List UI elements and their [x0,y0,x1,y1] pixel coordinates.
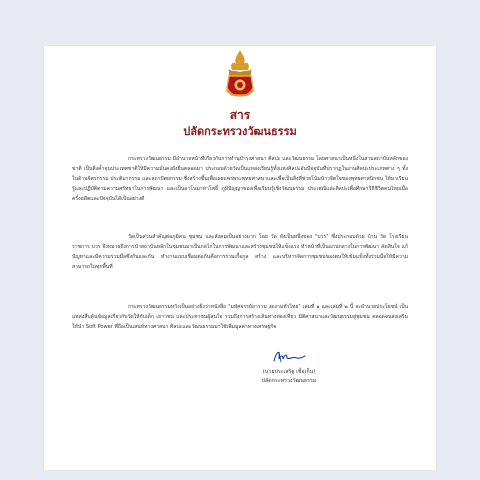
signature-block [234,346,344,386]
handwritten-signature-icon [271,346,307,366]
signatory-name: (นายประเสริฐ เชื่อเก็น) [262,369,316,375]
ministry-of-culture-emblem-icon [220,48,260,98]
document-page [44,46,436,470]
message-paragraph-2: วัดเป็นส่วนสำคัญต่อภูมิคน ชุมชน และสังคมเป็นอย่างมาก โดย วัด ยังเป็นหนึ่งของ "บวร" ซึ่งประกอบด้วย บ้าน วัด โรงเรียน ราชการ บวร จึงหมายถึงการนำสถาบันหลักในชุมชนมาเป็นกลไกในการพัฒนาและสร้างชุมชนให้แข็งแรง ทำหน้าที่เป็นแกนกลางในการพัฒนา คัดสินใจ แก้ปัญหาและมีความร่วมมือซึ่งกันและกัน ทำงานแบบเชื่อมต่อกันคือการร่วมเกื้อกูล สร้าง และบริหารจัดการชุมชนของตนให้เข้มแข็งทั้งร่วมมือให้มีความสามารถในทุกพื้นที่ [72,234,408,270]
document-subtitle: ปลัดกระทรวงวัฒนธรรม [183,125,297,138]
message-paragraph-1: กระทรวงวัฒนธรรม มีอำนาจหน้าที่เกี่ยวกับการทำนุบำรุงศาสนา ศิลปะ และวัฒนธรรม โดยศาสนาเป็นหนึ่งในสามสถาบันหลักของชาติ เป็นสิ่งค้ำจุนประเทศชาติให้มีความมั่นคงยั่งยืนตลอดมา ประกอบด้วยวัดเป็นแหล่งเรียนรู้ทั้งแห่งศิลปะอันปัจจุบันที่ปรากฏในงานศิลปะประเภทต่าง ๆ ทั้งในด้านจิตรกรรม ประติมากรรม และสถาปัตยกรรม ซึ่งสร้างขึ้นเพื่อเผยแพร่พระพุทธศาสนาและเพื่อเป็นสิ่งที่ช่วยโน้มน้าวจิตใจของพุทธศาสนิกชน ให้มาเรียนรู้และปฏิบัติตามความศรัทธาในการพัฒนา และเป็นอาโนมาหาโพธิ์ ภูมิปัญญาของเพื่อเรียนรู้เชิงวัฒนธรรม ประเพณีและศิลปะเพื่อศึกษาวิถีชีวิตคนไทยเมื่อครั้งอดีตและปัจจุบันได้เป็นอย่างดี [72,156,408,202]
document-title: สาร [229,108,251,122]
message-paragraph-3: กระทรวงวัฒนธรรมหวังเป็นอย่างยิ่งว่าหนังสือ "มหัศจรรย์อาราม งดงามทั่วไทย" เล่มที่ ๑ และเล่มที่ ๒ นี้ จะอำนวยประโยชน์ เป็นแหล่งสืบค้นข้อมูลเกี่ยวกับวัดให้กับเด็ก เยาวชน และประชาชนผู้สนใจ รวมถึงการสร้างเส้นทางท่องเที่ยว มิติศาสนาและวัฒนธรรมสู่ชุมชน ตลอดจนส่งเสริมให้นำ Soft Power ที่ถือเป็นเสน่ห์ทางศาสนา ศิลปะและวัฒนธรรมมาใช้เพิ่มมูลค่าทางเศรษฐกิจ [72,304,408,330]
signatory-position: ปลัดกระทรวงวัฒนธรรม [261,378,317,384]
